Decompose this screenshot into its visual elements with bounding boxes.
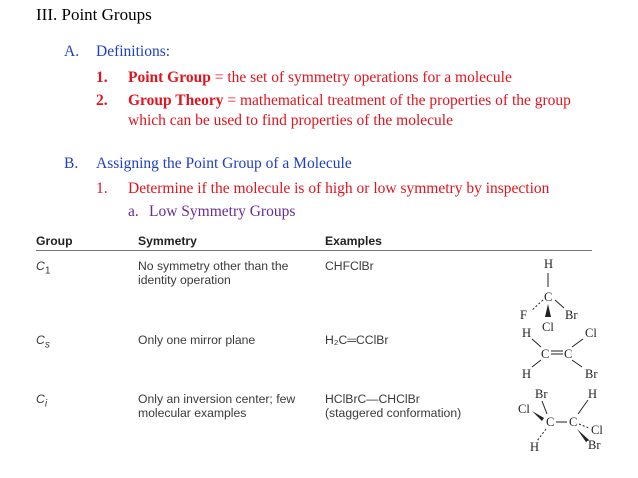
atom-br-bottom: Br — [588, 437, 601, 452]
example-cell — [325, 384, 492, 466]
group-symbol: C — [36, 259, 45, 273]
group-cell — [36, 384, 138, 466]
definition-2-text: = mathematical treatment of the properties of the group — [223, 92, 571, 109]
atom-c1: C — [546, 414, 555, 429]
bond-c1-cl — [532, 411, 544, 421]
atom-h-bottom: H — [530, 439, 540, 454]
group-subscript: 1 — [44, 265, 51, 277]
atom-h-top: H — [522, 325, 532, 340]
atom-h-bottom: H — [522, 366, 532, 381]
structure-cell — [492, 384, 603, 466]
definition-1-term: Point Group — [128, 69, 211, 86]
definition-2-number: 2. — [96, 92, 108, 109]
atom-f: F — [520, 308, 527, 322]
group-cell — [36, 325, 138, 384]
group-cell — [36, 251, 138, 325]
step-1-text: Determine if the molecule is of high or low symmetry by inspection — [128, 180, 550, 197]
bond-h-c1 — [532, 339, 541, 347]
atom-br: Br — [565, 308, 578, 322]
step-1-number: 1. — [96, 180, 108, 197]
atom-h: H — [544, 257, 554, 271]
atom-c2: C — [564, 346, 573, 361]
atom-c2: C — [569, 414, 578, 429]
atom-cl: Cl — [542, 320, 554, 334]
subsection-b-marker: B. — [64, 155, 79, 172]
header-group: Group — [36, 232, 138, 251]
symmetry-cell: Only one mirror plane — [138, 332, 256, 347]
definition-2-text-cont: which can be used to find properties of the molecule — [128, 112, 453, 129]
example-cell: H₂C═CClBr — [325, 332, 389, 347]
structure-cell — [492, 325, 598, 384]
definition-1-text: = the set of symmetry operations for a molecule — [210, 69, 512, 86]
bond-c1-h — [532, 360, 541, 367]
bond-c2-cl — [572, 339, 583, 347]
bond-c-f — [531, 300, 543, 311]
atom-c: C — [544, 290, 553, 304]
group-subscript: i — [44, 397, 48, 409]
definition-2 — [96, 92, 571, 110]
atom-br-top: Br — [535, 386, 548, 401]
symmetry-cell: No symmetry other than the identity operation — [138, 259, 289, 287]
example-formula: HClBrC—CHClBr — [325, 391, 420, 406]
definition-1-body — [128, 69, 512, 87]
bond-c-cl — [545, 304, 551, 317]
definition-2-body — [128, 92, 571, 110]
header-symmetry: Symmetry — [138, 232, 325, 251]
atom-cl: Cl — [585, 325, 597, 340]
sub-a-text: Low Symmetry Groups — [149, 203, 296, 220]
table-header-row — [36, 232, 592, 251]
header-structure — [492, 232, 592, 251]
subsection-a-marker: A. — [64, 43, 80, 60]
table-row — [36, 325, 592, 384]
group-subscript: s — [44, 338, 50, 350]
atom-cl-left: Cl — [518, 401, 530, 416]
definition-2-term: Group Theory — [128, 92, 224, 109]
header-examples: Examples — [325, 232, 492, 251]
bond-c2-h — [578, 400, 588, 414]
symmetry-cell: Only an inversion center; few molecular examples — [138, 391, 296, 420]
bond-c-br — [555, 300, 564, 308]
example-cell: CHFClBr — [325, 259, 374, 273]
atom-br: Br — [585, 366, 598, 381]
structure-chfclbr — [492, 251, 592, 334]
structure-hclbrc-chclbr — [492, 384, 602, 466]
atom-cl-right: Cl — [591, 422, 603, 437]
subsection-b-title: Assigning the Point Group of a Molecule — [96, 155, 352, 172]
atom-c1: C — [541, 346, 550, 361]
example-note: (staggered conformation) — [325, 405, 462, 420]
table-row — [36, 384, 592, 466]
bond-c2-cl — [579, 424, 589, 428]
atom-h-top: H — [588, 386, 598, 401]
point-group-table — [36, 232, 603, 466]
section-heading: III. Point Groups — [36, 5, 152, 24]
bond-c1-br — [542, 401, 547, 414]
bond-c2-br — [572, 360, 582, 367]
definition-1 — [96, 69, 512, 87]
subsection-a-title: Definitions: — [96, 43, 171, 60]
group-symbol: C — [36, 391, 45, 406]
definition-1-number: 1. — [96, 69, 108, 86]
group-symbol: C — [36, 332, 45, 347]
structure-cell — [492, 251, 592, 334]
structure-h2c-cclbr — [492, 325, 602, 384]
sub-a-marker: a. — [128, 203, 139, 220]
table-row — [36, 251, 592, 325]
